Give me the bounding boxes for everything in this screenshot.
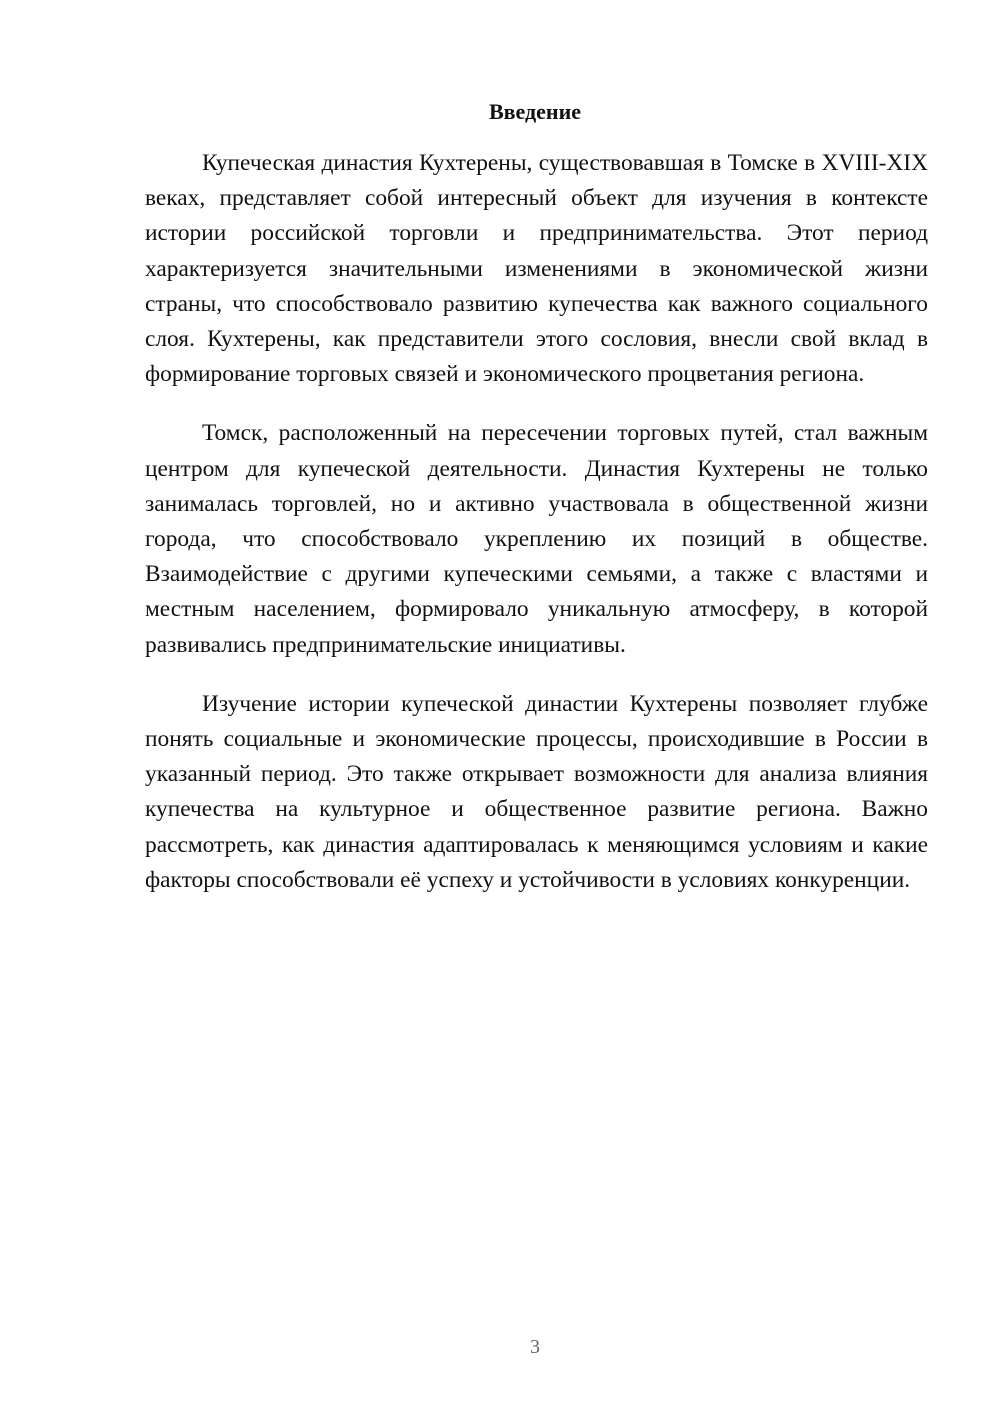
- page-number: 3: [530, 1336, 540, 1358]
- paragraph-1: Купеческая династия Кухтерены, существовавшая в Томске в XVIII-XIX веках, представляет собой интересный объект для изучения в контексте истории российской торговли и предпринимательства. Этот период характеризуется значительными изменениями в экономической жизни страны, что способствовало развитию купечества как важного социального слоя. Кухтерены, как представители этого сословия, внесли свой вклад в формирование торговых связей и экономического процветания региона.: [145, 150, 928, 388]
- paragraph-3: Изучение истории купеческой династии Кухтерены позволяет глубже понять социальные и экономические процессы, происходившие в России в указанный период. Это также открывает возможности для анализа влияния купечества на культурное и общественное развитие региона. Важно рассмотреть, как династия адаптировалась к меняющимся условиям и какие факторы способствовали её успеху и устойчивости в условиях конкуренции.: [145, 690, 928, 893]
- paragraph-2: Томск, расположенный на пересечении торговых путей, стал важным центром для купеческой деятельности. Династия Кухтерены не только занималась торговлей, но и активно участвовала в общественной жизни города, что способствовало укреплению их позиций в обществе. Взаимодействие с другими купеческими семьями, а также с властями и местным населением, формировало уникальную атмосферу, в которой развивались предпринимательские инициативы.: [145, 420, 928, 658]
- body-text: [145, 146, 928, 922]
- section-heading: Введение: [488, 99, 582, 124]
